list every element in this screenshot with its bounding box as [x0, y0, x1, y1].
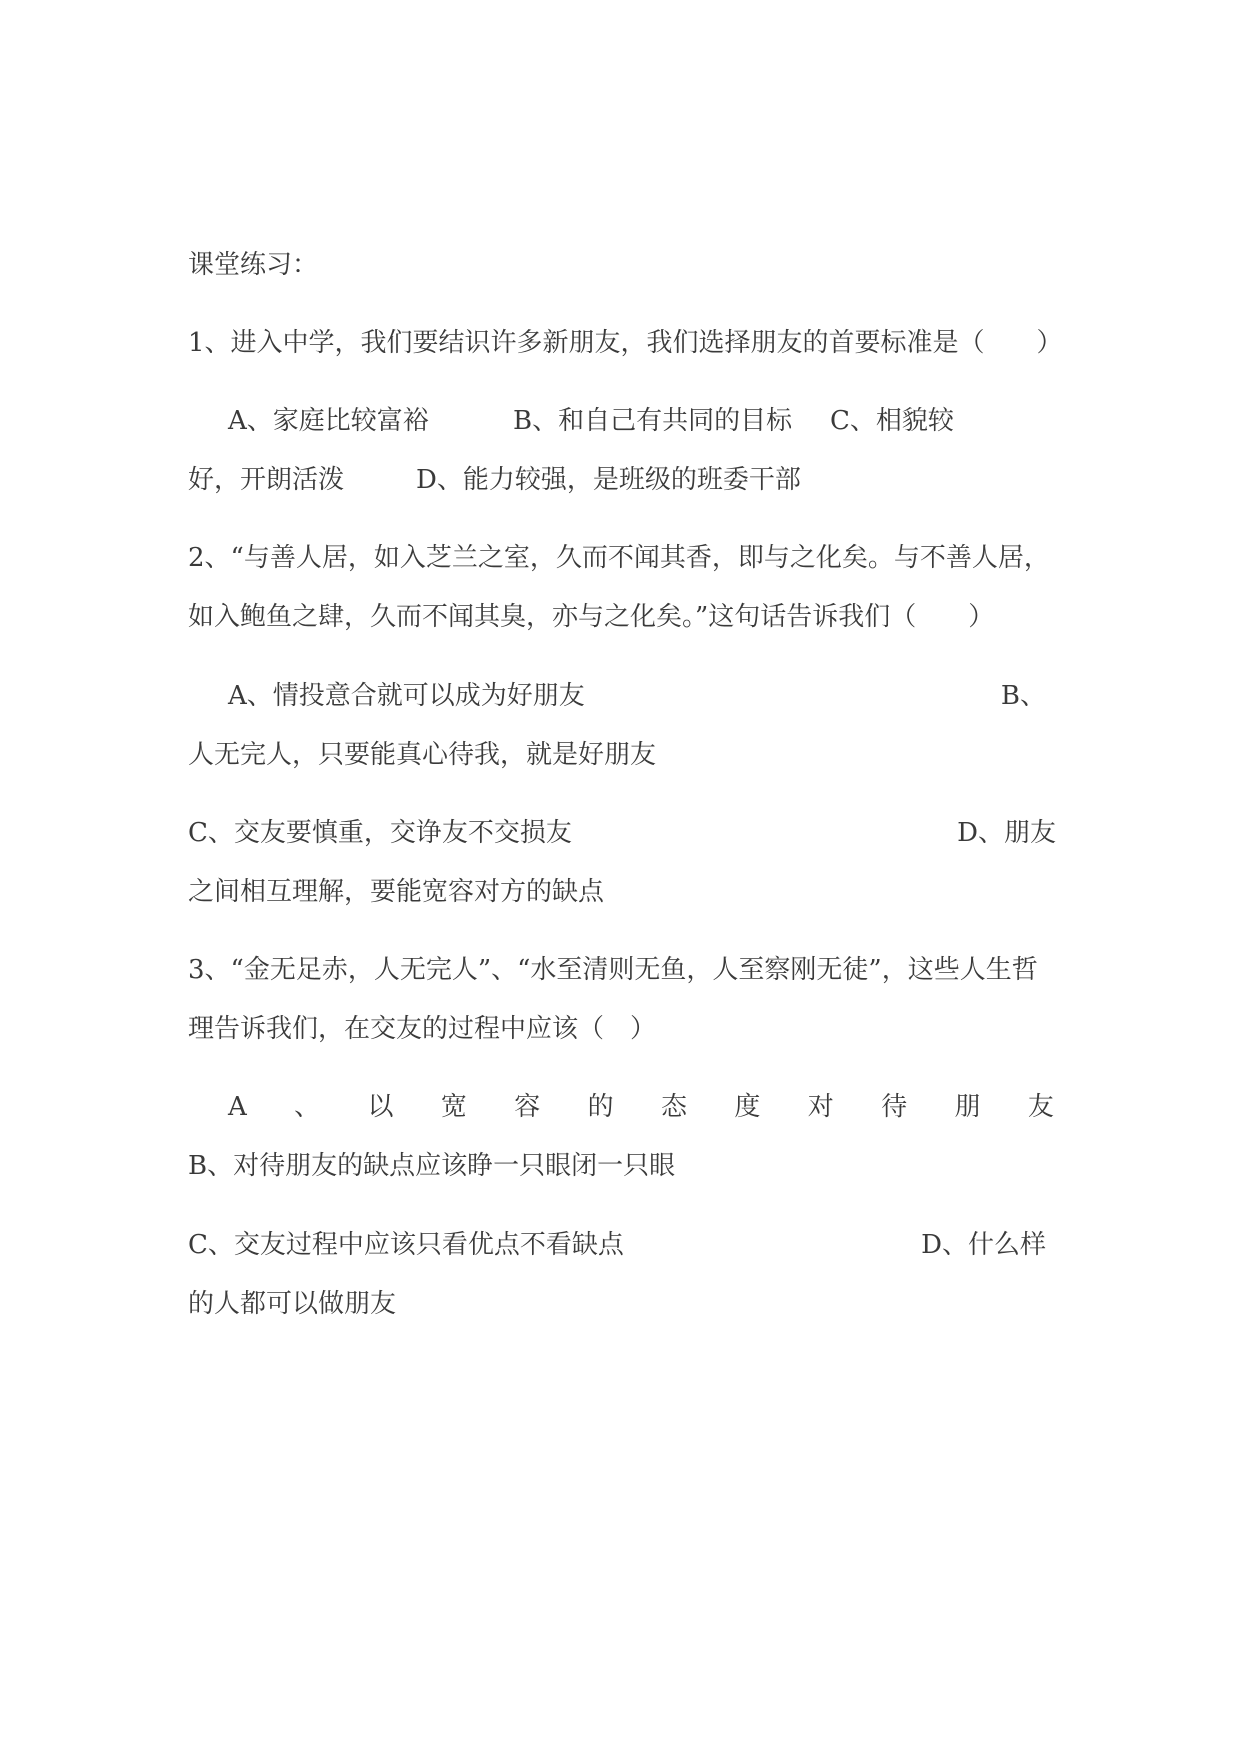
q3-option-a-char: 度 [734, 1092, 761, 1122]
q3-options-row-2 [188, 1225, 1054, 1265]
q3-option-a-char: A [228, 1092, 247, 1122]
q1-options-row-1 [188, 401, 1054, 441]
q3-option-a-char: 态 [661, 1092, 688, 1122]
q3-stem-line-2: 理告诉我们，在交友的过程中应该（ ） [188, 1014, 657, 1044]
q2-options-row-1 [188, 676, 1054, 716]
q2-stem-line-1: 2、“与善人居，如入芝兰之室，久而不闻其香，即与之化矣。与不善人居， [188, 543, 1050, 573]
q3-option-a-char: 的 [587, 1092, 614, 1122]
q1-option-a: A、家庭比较富裕 [228, 406, 429, 436]
q1-option-d: D、能力较强，是班级的班委干部 [416, 465, 801, 495]
q1-stem: 1、进入中学，我们要结识许多新朋友，我们选择朋友的首要标准是（ ） [188, 328, 1063, 358]
q2-stem-line-2: 如入鲍鱼之肆，久而不闻其臭，亦与之化矣。”这句话告诉我们（ ） [188, 602, 995, 632]
q2-option-c: C、交友要慎重，交诤友不交损友 [188, 818, 572, 848]
q3-option-b: B、对待朋友的缺点应该睁一只眼闭一只眼 [188, 1151, 676, 1181]
q3-stem-line-1: 3、“金无足赤，人无完人”、“水至清则无鱼，人至察刚无徒”，这些人生哲 [188, 955, 1038, 985]
q2-options-row-2 [188, 813, 1054, 853]
q3-option-a-char: 宽 [440, 1092, 467, 1122]
q2-option-b-part2: 人无完人，只要能真心待我，就是好朋友 [188, 740, 657, 770]
q3-option-a-char: 友 [1027, 1092, 1054, 1122]
q3-option-c: C、交友过程中应该只看优点不看缺点 [188, 1230, 624, 1260]
q3-option-a-char: 、 [294, 1092, 321, 1122]
q1-options-row-2 [188, 460, 1054, 500]
q3-option-d-part1: D、什么样 [921, 1230, 1046, 1260]
q2-option-d-part2: 之间相互理解，要能宽容对方的缺点 [188, 877, 605, 907]
q2-option-a: A、情投意合就可以成为好朋友 [228, 681, 585, 711]
q3-option-a-char: 待 [881, 1092, 908, 1122]
q3-option-a-char: 对 [807, 1092, 834, 1122]
q3-option-a-char: 以 [367, 1092, 394, 1122]
q1-option-c-part1: C、相貌较 [830, 406, 954, 436]
q1-option-c-part2: 好，开朗活泼 [188, 465, 345, 495]
q1-option-b: B、和自己有共同的目标 [513, 406, 793, 436]
q2-option-d-part1: D、朋友 [957, 818, 1056, 848]
q2-option-b-part1: B、 [1000, 681, 1046, 711]
q3-option-a [188, 1087, 1054, 1127]
q3-option-d-part2: 的人都可以做朋友 [188, 1289, 397, 1319]
heading: 课堂练习： [188, 250, 319, 280]
q3-option-a-char: 朋 [954, 1092, 981, 1122]
q3-option-a-char: 容 [514, 1092, 541, 1122]
